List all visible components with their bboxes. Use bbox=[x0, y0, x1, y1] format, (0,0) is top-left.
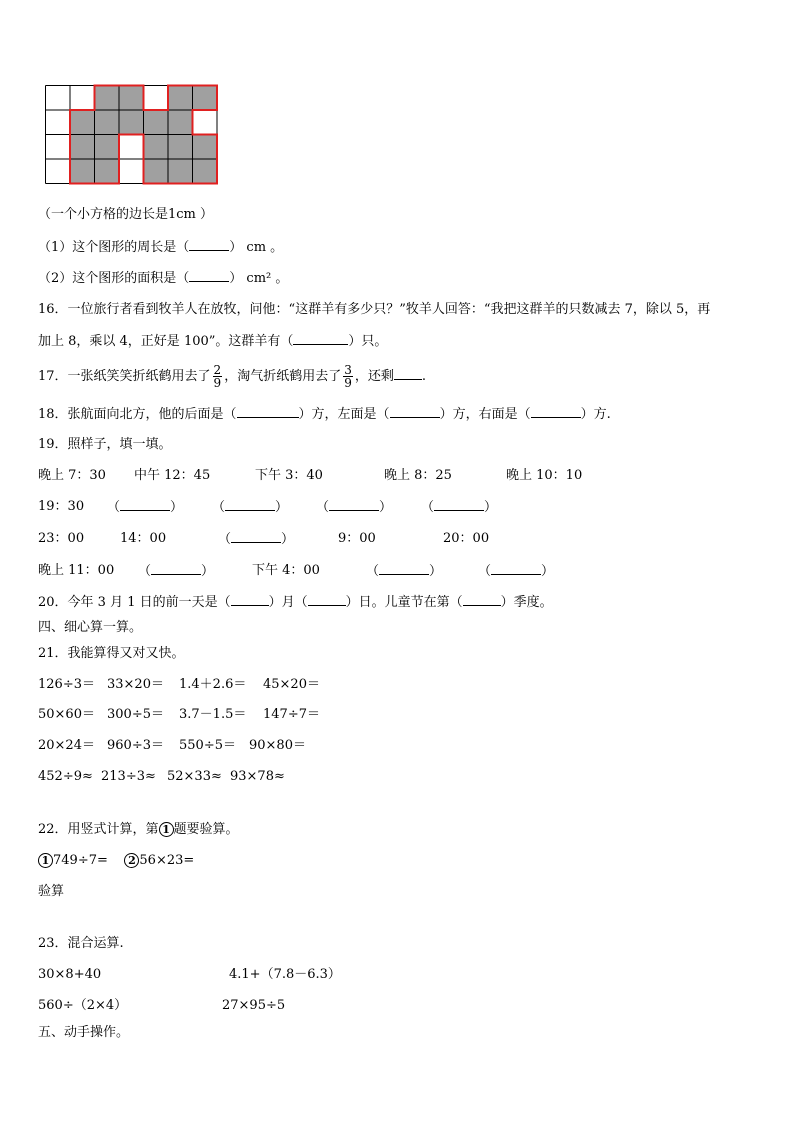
q22-title-suffix: 题要验算。 bbox=[173, 822, 239, 837]
paren-open: （ bbox=[316, 500, 330, 515]
q21-r3-c2: 960÷3＝ bbox=[107, 738, 164, 753]
q21-r1-c2: 33×20＝ bbox=[107, 677, 164, 692]
q21-r3-c1: 20×24＝ bbox=[38, 738, 95, 753]
q19-row3-cell4: 20：00 bbox=[443, 531, 490, 546]
paren-open: （ bbox=[478, 564, 492, 579]
q15-note bbox=[38, 206, 213, 224]
paren-open: （ bbox=[421, 500, 435, 515]
q18-d: ）方. bbox=[580, 407, 611, 422]
paren-open: （ bbox=[107, 500, 121, 515]
q17-f2-den: 9 bbox=[344, 376, 352, 390]
q19-blank[interactable] bbox=[379, 562, 429, 575]
shaded-cell bbox=[168, 86, 193, 111]
q19-blank[interactable] bbox=[491, 562, 541, 575]
shaded-cell bbox=[168, 110, 193, 135]
q18-blank-back[interactable] bbox=[237, 405, 299, 418]
q19-row4-answer3 bbox=[478, 562, 554, 581]
q19-row1-cell2: 中午 12：45 bbox=[134, 468, 211, 483]
q19-row3-cell1: 23：00 bbox=[38, 531, 85, 546]
shaded-cell bbox=[95, 86, 120, 111]
q15-p1-suffix: ） cm 。 bbox=[229, 240, 284, 255]
shaded-cell bbox=[119, 86, 144, 111]
paren-close: ） bbox=[170, 500, 184, 515]
q15-p2-suffix: ） cm² 。 bbox=[229, 271, 289, 286]
shaded-cell bbox=[193, 86, 218, 111]
q19-row2-answer4 bbox=[421, 498, 497, 517]
q20-a: 20．今年 3 月 1 日的前一天是（ bbox=[38, 595, 231, 610]
q15-note-text: （一个小方格的边长是1cm ） bbox=[38, 207, 214, 222]
q20-blank-day[interactable] bbox=[308, 593, 346, 606]
paren-open: （ bbox=[218, 532, 232, 547]
q20-blank-quarter[interactable] bbox=[463, 593, 501, 606]
q21-r3-c3: 550÷5＝ bbox=[179, 738, 236, 753]
paren-close: ） bbox=[379, 500, 393, 515]
q15-p1-blank[interactable] bbox=[189, 238, 229, 251]
q19-row1-cell4: 晚上 8：25 bbox=[384, 468, 452, 483]
q19-row2-answer1 bbox=[107, 498, 183, 517]
q17-f2-num: 3 bbox=[344, 363, 352, 377]
q21-r2-c1: 50×60＝ bbox=[38, 707, 95, 722]
shaded-cell bbox=[144, 110, 169, 135]
q23-title: 23．混合运算. bbox=[38, 936, 124, 951]
section-5-heading: 五、动手操作。 bbox=[38, 1025, 130, 1040]
paren-open: （ bbox=[138, 564, 152, 579]
q16-line2-suffix: ）只。 bbox=[348, 334, 388, 349]
q19-blank[interactable] bbox=[231, 530, 281, 543]
q19-row3-cell3: 9：00 bbox=[338, 531, 376, 546]
q19-row1-cell3: 下午 3：40 bbox=[255, 468, 323, 483]
q19-blank[interactable] bbox=[225, 498, 275, 511]
q15-p1-prefix: （1）这个图形的周长是（ bbox=[38, 240, 190, 255]
shaded-cell bbox=[168, 159, 193, 184]
q19-row4-answer2 bbox=[366, 562, 442, 581]
q17-blank[interactable] bbox=[394, 367, 422, 380]
q19-row4-cell1: 晚上 11：00 bbox=[38, 563, 115, 578]
shaded-cell bbox=[95, 159, 120, 184]
q19-row1-cell5: 晚上 10：10 bbox=[506, 468, 583, 483]
paren-close: ） bbox=[541, 564, 555, 579]
shaded-cell bbox=[144, 135, 169, 160]
q19-title bbox=[38, 436, 172, 454]
q19-row2-answer2 bbox=[212, 498, 288, 517]
q19-title-text: 19．照样子，填一填。 bbox=[38, 437, 172, 452]
paren-close: ） bbox=[201, 564, 215, 579]
shaded-cell bbox=[70, 110, 95, 135]
q21-r3-c4: 90×80＝ bbox=[249, 738, 306, 753]
q21-r4-c3: 52×33≈ bbox=[167, 769, 222, 784]
q20 bbox=[38, 593, 553, 612]
shaded-cell bbox=[168, 135, 193, 160]
q19-row4-answer1 bbox=[138, 562, 214, 581]
q23-item4: 27×95÷5 bbox=[222, 998, 286, 1013]
shaded-cell bbox=[119, 110, 144, 135]
q17-f1-num: 2 bbox=[213, 363, 222, 377]
q19-blank[interactable] bbox=[434, 498, 484, 511]
shaded-cell bbox=[193, 159, 218, 184]
shaded-cell bbox=[193, 135, 218, 160]
q17-prefix: 17．一张纸笑笑折纸鹤用去了 bbox=[38, 369, 211, 384]
q22-title bbox=[38, 821, 239, 839]
shaded-cell bbox=[144, 159, 169, 184]
q21-title: 21．我能算得又对又快。 bbox=[38, 646, 185, 661]
circled-number-1: 1 bbox=[38, 853, 53, 868]
q21-r1-c3: 1.4＋2.6＝ bbox=[179, 677, 247, 692]
q16-line1 bbox=[38, 301, 710, 319]
q18 bbox=[38, 405, 611, 424]
grid-figure bbox=[44, 84, 219, 190]
q19-row2-cell1: 19：30 bbox=[38, 499, 85, 514]
q17-middle: ，淘气折纸鹤用去了 bbox=[224, 369, 342, 384]
q16-blank[interactable] bbox=[293, 332, 348, 345]
q20-d: ）季度。 bbox=[500, 595, 553, 610]
q23-item2: 4.1+（7.8－6.3） bbox=[229, 967, 341, 982]
q19-row2-answer3 bbox=[316, 498, 392, 517]
q20-blank-month[interactable] bbox=[231, 593, 269, 606]
shaded-cell bbox=[70, 159, 95, 184]
q17-fraction-2 bbox=[343, 364, 353, 389]
q19-row3-cell2: 14：00 bbox=[120, 531, 167, 546]
q22-item2: 56×23= bbox=[139, 853, 195, 868]
circled-number-1: 1 bbox=[159, 822, 174, 837]
paren-open: （ bbox=[366, 564, 380, 579]
q18-blank-left[interactable] bbox=[390, 405, 440, 418]
q17-suffix: ，还剩 bbox=[354, 369, 394, 384]
paren-close: ） bbox=[484, 500, 498, 515]
q15-p2-prefix: （2）这个图形的面积是（ bbox=[38, 271, 190, 286]
q17-f1-den: 9 bbox=[213, 376, 222, 390]
q19-blank[interactable] bbox=[329, 498, 379, 511]
q17-fraction-1 bbox=[213, 364, 223, 389]
shaded-cell bbox=[95, 135, 120, 160]
q18-blank-right[interactable] bbox=[531, 405, 581, 418]
q19-row4-cell2: 下午 4：00 bbox=[252, 563, 320, 578]
q22-item1: 749÷7= bbox=[53, 853, 108, 868]
q17 bbox=[38, 364, 426, 389]
paren-close: ） bbox=[281, 532, 295, 547]
q21-r4-c2: 213÷3≈ bbox=[101, 769, 156, 784]
q15-part1 bbox=[38, 238, 283, 257]
shaded-cell bbox=[70, 135, 95, 160]
q21-r4-c1: 452÷9≈ bbox=[38, 769, 93, 784]
paren-open: （ bbox=[212, 500, 226, 515]
q22-items bbox=[38, 852, 194, 870]
q21-r1-c4: 45×20＝ bbox=[263, 677, 320, 692]
q19-row1-cell1: 晚上 7：30 bbox=[38, 468, 106, 483]
q18-a: 18．张航面向北方，他的后面是（ bbox=[38, 407, 237, 422]
q16-line2-prefix: 加上 8，乘以 4，正好是 100”。这群羊有（ bbox=[38, 334, 294, 349]
q19-row3-answer bbox=[218, 530, 294, 549]
q21-r1-c1: 126÷3＝ bbox=[38, 677, 95, 692]
q23-item3: 560÷（2×4） bbox=[38, 998, 128, 1013]
q15-p2-blank[interactable] bbox=[189, 269, 229, 282]
q18-b: ）方，左面是（ bbox=[298, 407, 390, 422]
q19-blank[interactable] bbox=[120, 498, 170, 511]
circled-number-2: 2 bbox=[124, 853, 139, 868]
q21-r4-c4: 93×78≈ bbox=[230, 769, 285, 784]
q20-b: ）月（ bbox=[268, 595, 308, 610]
q20-c: ）日。儿童节在第（ bbox=[345, 595, 463, 610]
q19-blank[interactable] bbox=[151, 562, 201, 575]
q17-end: . bbox=[421, 369, 426, 384]
q23-item1: 30×8+40 bbox=[38, 967, 102, 982]
q21-r2-c3: 3.7－1.5＝ bbox=[179, 707, 247, 722]
section-4-heading: 四、细心算一算。 bbox=[38, 620, 143, 635]
q16-line2 bbox=[38, 332, 387, 351]
paren-close: ） bbox=[275, 500, 289, 515]
q22-title-prefix: 22．用竖式计算，第 bbox=[38, 822, 159, 837]
q16-line1-text: 16．一位旅行者看到牧羊人在放牧，问他：“这群羊有多少只？”牧羊人回答：“我把这群羊的只数减去 7，除以 5，再 bbox=[38, 302, 711, 317]
paren-close: ） bbox=[429, 564, 443, 579]
shaded-cell bbox=[95, 110, 120, 135]
q15-part2 bbox=[38, 269, 288, 288]
q21-r2-c2: 300÷5＝ bbox=[107, 707, 164, 722]
q22-check: 验算 bbox=[38, 884, 65, 899]
q18-c: ）方，右面是（ bbox=[439, 407, 531, 422]
q21-r2-c4: 147÷7＝ bbox=[263, 707, 320, 722]
